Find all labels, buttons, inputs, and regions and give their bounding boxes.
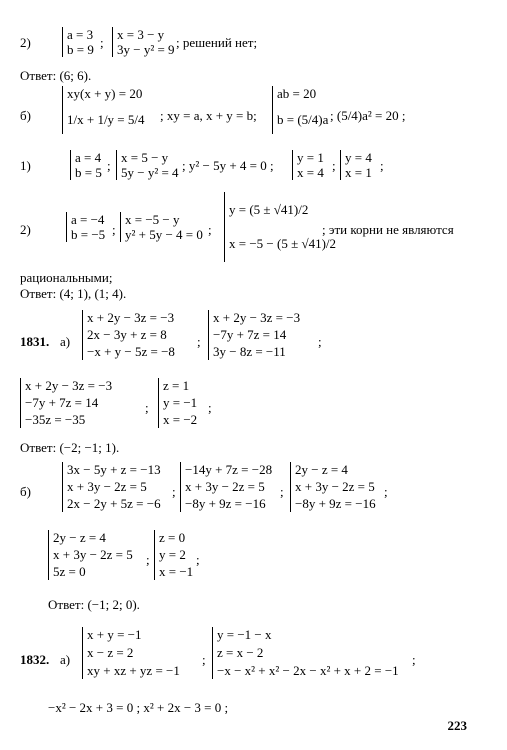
system-c2: x = 5 − y 5y − y² = 4 — [116, 150, 117, 180]
system-c23: y = (5 ± √41)/2 x = −5 − (5 ± √41)/2 — [224, 192, 225, 262]
no-solutions: ; решений нет; — [176, 35, 258, 50]
final-equation: −x² − 2x + 3 = 0 ; x² + 2x − 3 = 0 ; — [48, 700, 229, 715]
label-2b: 2) — [20, 222, 31, 237]
system-1832-1: x + y = −1 x − z = 2 xy + xz + yz = −1 — [82, 627, 83, 679]
equation-b: ; (5/4)a² = 20 ; — [330, 108, 406, 123]
answer-4: Ответ: (−1; 2; 0). — [48, 597, 140, 612]
system-c3: y = 1 x = 4 — [292, 150, 293, 180]
system-1832-2: y = −1 − x z = x − 2 −x − x² + x² − 2x − x² + x + 2 = −1 — [212, 627, 213, 679]
page-number: 223 — [447, 718, 467, 733]
system-1831-8: 2y − z = 4 x + 3y − 2z = 5 5z = 0 — [48, 530, 49, 580]
label-1831a: а) — [60, 334, 71, 349]
system-1831-3: x + 2y − 3z = −3 −7y + 7z = 14 −35z = −35 — [20, 378, 21, 428]
not-rational: ; эти корни не являются — [322, 222, 454, 237]
problem-1832: 1832. — [20, 652, 50, 667]
system-c22: x = −5 − y y² + 5y − 4 = 0 — [120, 212, 121, 242]
answer-3: Ответ: (−2; −1; 1). — [20, 440, 120, 455]
system-1831-5: 3x − 5y + z = −13 x + 3y − 2z = 5 2x − 2y + 5z = −6 — [62, 462, 63, 512]
system-1831-6: −14y + 7z = −28 x + 3y − 2z = 5 −8y + 9z = −16 — [180, 462, 181, 512]
quadratic-c1: ; y² − 5y + 4 = 0 ; — [182, 158, 274, 173]
system-1831-9: z = 0 y = 2 x = −1 — [154, 530, 155, 580]
substitution: ; xy = a, x + y = b; — [160, 108, 257, 123]
label-1832a: а) — [60, 652, 71, 667]
system-1831-4: z = 1 y = −1 x = −2 — [158, 378, 159, 428]
system-c4: y = 4 x = 1 — [340, 150, 341, 180]
label-1831b: б) — [20, 484, 31, 499]
answer-1: Ответ: (6; 6). — [20, 68, 92, 83]
rational-continued: рациональными; — [20, 270, 113, 285]
system-b1: xy(x + y) = 20 1/x + 1/y = 5/4 — [62, 86, 63, 134]
label-1: 1) — [20, 158, 31, 173]
system-c21: a = −4 b = −5 — [66, 212, 67, 242]
system-2: x = 3 − y 3y − y² = 9 — [112, 27, 113, 57]
problem-1831: 1831. — [20, 334, 50, 349]
system-1831-1: x + 2y − 3z = −3 2x − 3y + z = 8 −x + y − 5z = −8 — [82, 310, 83, 360]
system-1831-2: x + 2y − 3z = −3 −7y + 7z = 14 3y − 8z = −11 — [208, 310, 209, 360]
label-2: 2) — [20, 35, 31, 50]
system-1: a = 3 b = 9 — [62, 27, 63, 57]
system-c1: a = 4 b = 5 — [70, 150, 71, 180]
answer-2: Ответ: (4; 1), (1; 4). — [20, 286, 127, 301]
label-b: б) — [20, 108, 31, 123]
system-1831-7: 2y − z = 4 x + 3y − 2z = 5 −8y + 9z = −16 — [290, 462, 291, 512]
system-b2: ab = 20 b = (5/4)a — [272, 86, 273, 134]
